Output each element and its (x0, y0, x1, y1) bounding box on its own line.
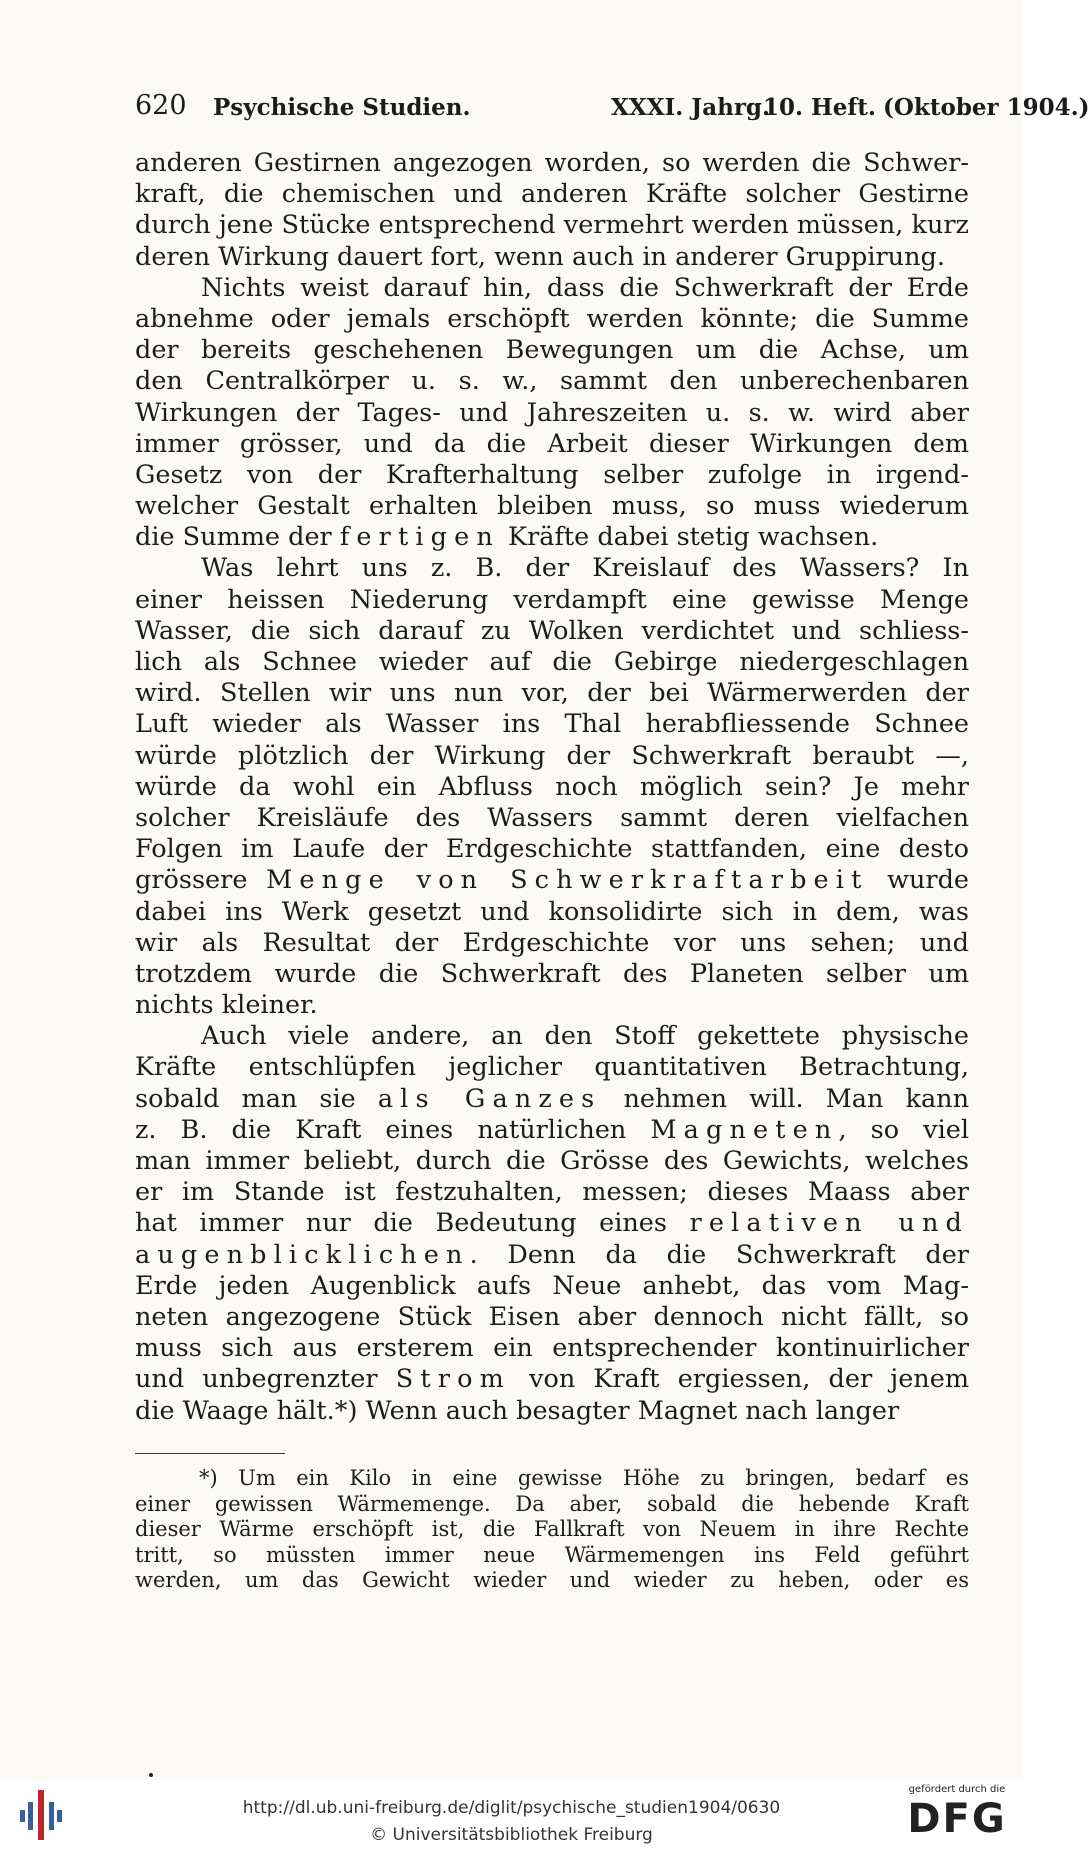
line-text: muss sich aus ersterem ein entsprechender kontinuirlicher (135, 1333, 969, 1364)
footnote-line: tritt, so müssten immer neue Wärmemengen ins Feld geführt (135, 1542, 969, 1567)
issue-date: (Oktober 1904.) (883, 94, 1090, 121)
line-text: kraft, die chemischen und anderen Kräfte solcher Gestirne (135, 179, 969, 210)
line-text: grössere (135, 865, 267, 896)
text-line (135, 928, 969, 959)
line-text: wurde (868, 865, 969, 896)
line-text: hat immer nur die Bedeutung eines (135, 1208, 690, 1239)
line-text: Kräfte dabei stetig wachsen. (499, 522, 879, 553)
line-text: Nichts weist darauf hin, dass die Schwerkraft der Erde (201, 272, 969, 303)
scan-speck (149, 1773, 153, 1777)
line-text: abnehme oder jemals erschöpft werden könnte; die Summe (135, 303, 969, 334)
line-text: dabei ins Werk gesetzt und konsolidirte sich in dem, was (135, 896, 969, 927)
line-text: sobald man sie (135, 1083, 378, 1114)
page-number: 620 (135, 90, 187, 121)
text-line (135, 865, 969, 896)
text-line (135, 1115, 969, 1146)
text-line (135, 366, 969, 397)
spaced-emphasis: augenblicklichen (135, 1239, 470, 1270)
text-line (135, 803, 969, 834)
line-text: Was lehrt uns z. B. der Kreislauf des Wassers? In (201, 553, 969, 584)
journal-title: Psychische Studien. (213, 94, 471, 121)
line-text: und unbegrenzter (135, 1364, 396, 1395)
text-line (135, 616, 969, 647)
spaced-emphasis: Menge von Schwerkraftarbeit (266, 865, 869, 896)
running-header (135, 90, 1090, 124)
line-text: trotzdem wurde die Schwerkraft des Planeten selber um (135, 958, 969, 989)
text-line (135, 148, 969, 179)
line-text: Kräfte entschlüpfen jeglicher quantitativen Betrachtung, (135, 1052, 969, 1083)
text-line (135, 1177, 969, 1208)
dfg-wordmark: DFG (907, 1796, 1007, 1842)
line-text: würde plötzlich der Wirkung der Schwerkraft beraubt —, (135, 740, 969, 771)
line-text: nichts kleiner. (135, 990, 318, 1021)
spaced-emphasis: relativen und (689, 1208, 969, 1239)
text-line (135, 834, 969, 865)
line-text: nehmen will. Man kann (601, 1083, 969, 1114)
text-line (135, 1364, 969, 1395)
text-line (135, 553, 969, 584)
text-line (135, 1084, 969, 1115)
text-line (135, 585, 969, 616)
line-text: Erde jeden Augenblick aufs Neue anhebt, das vom Mag- (135, 1270, 969, 1301)
volume-year: XXXI. Jahrg. (611, 94, 771, 121)
line-text: , so viel (838, 1114, 969, 1145)
line-text: lich als Schnee wieder auf die Gebirge niedergeschlagen (135, 647, 969, 677)
footnote-line: einer gewissen Wärmemenge. Da aber, sobald die hebende Kraft (135, 1491, 969, 1516)
text-line (135, 1052, 969, 1083)
line-text: wird. Stellen wir uns nun vor, der bei Wärmerwerden der (135, 678, 969, 709)
spaced-emphasis: Magneten (650, 1114, 839, 1145)
dfg-logo (898, 1784, 1016, 1848)
text-line (135, 242, 969, 273)
line-text: Folgen im Laufe der Erdgeschichte stattfanden, eine desto (135, 834, 969, 865)
line-text: wir als Resultat der Erdgeschichte vor uns sehen; und (135, 927, 969, 958)
text-line (135, 772, 969, 803)
line-text: er im Stande ist festzuhalten, messen; dieses Maass aber (135, 1177, 969, 1208)
line-text: würde da wohl ein Abfluss noch möglich sein? Je mehr (135, 771, 969, 802)
text-line (135, 709, 969, 740)
text-line (135, 335, 969, 366)
line-text: neten angezogene Stück Eisen aber dennoch nicht fällt, so (135, 1301, 969, 1332)
text-line (135, 741, 969, 772)
viewer-footer (0, 1780, 1023, 1853)
line-text: der bereits geschehenen Bewegungen um die Achse, um (135, 335, 969, 366)
text-line (135, 647, 969, 678)
text-line (135, 1240, 969, 1271)
line-text: die Summe der (135, 522, 340, 553)
spaced-emphasis: fertigen (339, 522, 500, 553)
line-text: anderen Gestirnen angezogen worden, so werden die Schwer- (135, 148, 969, 178)
line-text: Wirkungen der Tages- und Jahreszeiten u. s. w. wird aber (135, 397, 969, 428)
footnote-separator (135, 1453, 285, 1454)
text-line (135, 1021, 969, 1052)
text-line (135, 959, 969, 990)
permalink-url[interactable]: http://dl.ub.uni-freiburg.de/diglit/psychische_studien1904/0630 (242, 1798, 781, 1818)
footnote (135, 1466, 969, 1594)
text-line (135, 1146, 969, 1177)
dfg-tagline: gefördert durch die (908, 1784, 1006, 1795)
copyright-notice: © Universitätsbibliothek Freiburg (370, 1825, 653, 1845)
line-text: Gesetz von der Krafterhaltung selber zufolge in irgend- (135, 459, 969, 490)
text-line (135, 398, 969, 429)
text-line (135, 429, 969, 460)
main-text (135, 148, 969, 1427)
text-line (135, 460, 969, 491)
text-line (135, 1208, 969, 1239)
text-line (135, 1302, 969, 1333)
spaced-emphasis: Strom (395, 1364, 511, 1395)
text-line (135, 210, 969, 241)
line-text: z. B. die Kraft eines natürlichen (135, 1114, 651, 1145)
spaced-emphasis: als Ganzes (377, 1083, 602, 1114)
line-text: . Denn da die Schwerkraft der (469, 1239, 969, 1270)
text-line (135, 1396, 969, 1427)
line-text: Luft wieder als Wasser ins Thal herabfliessende Schnee (135, 709, 969, 740)
text-line (135, 897, 969, 928)
line-text: Auch viele andere, an den Stoff gekettete physische (201, 1021, 969, 1052)
text-line (135, 678, 969, 709)
line-text: den Centralkörper u. s. w., sammt den unberechenbaren (135, 366, 969, 397)
line-text: durch jene Stücke entsprechend vermehrt werden müssen, kurz (135, 210, 969, 241)
line-text: Wasser, die sich darauf zu Wolken verdichtet und schliess- (135, 615, 969, 646)
line-text: deren Wirkung dauert fort, wenn auch in anderer Gruppirung. (135, 241, 945, 272)
line-text: die Waage hält.*) Wenn auch besagter Magnet nach langer (135, 1395, 900, 1426)
text-line (135, 1333, 969, 1364)
text-line (135, 179, 969, 210)
text-line (135, 304, 969, 335)
footnote-line: *) Um ein Kilo in eine gewisse Höhe zu bringen, bedarf es (199, 1466, 969, 1490)
text-line (135, 491, 969, 522)
line-text: einer heissen Niederung verdampft eine gewisse Menge (135, 584, 969, 615)
text-line (135, 990, 969, 1021)
text-line (135, 1271, 969, 1302)
text-line (135, 522, 969, 553)
line-text: von Kraft ergiessen, der jenem (510, 1364, 969, 1395)
line-text: man immer beliebt, durch die Grösse des Gewichts, welches (135, 1146, 969, 1176)
line-text: welcher Gestalt erhalten bleiben muss, so muss wiederum (135, 491, 969, 522)
line-text: solcher Kreisläufe des Wassers sammt deren vielfachen (135, 802, 969, 833)
footnote-line: dieser Wärme erschöpft ist, die Fallkraft von Neuem in ihre Rechte (135, 1517, 969, 1541)
issue-number: 10. Heft. (763, 94, 876, 121)
text-line (135, 273, 969, 304)
footnote-line: werden, um das Gewicht wieder und wieder zu heben, oder es (135, 1568, 969, 1592)
line-text: immer grösser, und da die Arbeit dieser Wirkungen dem (135, 428, 969, 459)
